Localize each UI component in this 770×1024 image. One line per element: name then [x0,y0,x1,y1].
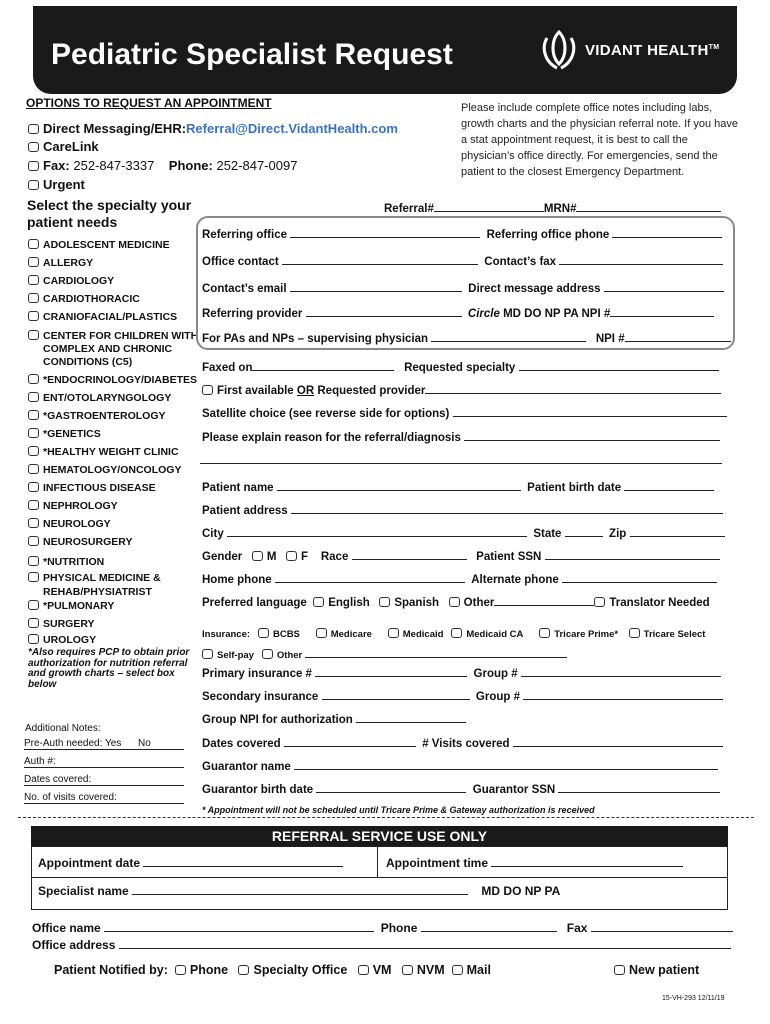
guarantor-ssn-field[interactable] [558,782,720,793]
specialty-label: PHYSICAL MEDICINE & [43,572,161,584]
group-npi-field[interactable] [356,712,466,723]
supervising-field[interactable] [431,331,586,342]
checkbox[interactable] [28,142,39,152]
guarantor-birth-row: Guarantor birth date Guarantor SSN [202,782,720,796]
dates-covered-field[interactable] [284,736,416,747]
checkbox[interactable] [316,628,327,638]
other-language-field[interactable] [494,595,594,606]
specialty-item[interactable] [28,536,132,549]
explain-line-2[interactable] [200,463,722,464]
checkbox[interactable] [28,410,39,420]
option-urgent: Urgent [28,177,85,192]
specialty-item[interactable] [28,275,114,288]
specialty-item[interactable] [28,446,179,459]
npi-field[interactable] [625,331,731,342]
checkbox[interactable] [629,628,640,638]
specialty-item[interactable] [28,293,140,306]
specialty-cont-2: CONDITIONS (C5) [43,356,133,368]
vidant-logo-icon [539,28,579,72]
referral-field[interactable] [434,201,544,212]
checkbox[interactable] [313,597,324,607]
cut-line [18,817,754,818]
checkbox[interactable] [28,482,39,492]
specialty-label: *GASTROENTEROLOGY [43,410,166,422]
checkbox[interactable] [28,239,39,249]
selfpay-row: Self-pay Other [202,647,567,661]
specialty-item[interactable] [28,556,104,569]
checkbox[interactable] [28,180,39,190]
office-address-field[interactable] [119,938,731,949]
checkbox[interactable] [28,275,39,285]
dates-line[interactable]: Dates covered: [24,774,184,786]
specialty-item[interactable] [28,392,171,405]
state-field[interactable] [565,526,603,537]
checkbox[interactable] [594,597,605,607]
secondary-ins-row: Secondary insurance Group # [202,689,723,703]
appt-time-row: Appointment time [386,856,683,870]
checkbox[interactable] [28,392,39,402]
option-direct: Direct Messaging/EHR:Referral@Direct.VidantHealth.com [28,121,398,136]
zip-field[interactable] [630,526,725,537]
home-phone-field[interactable] [275,572,465,583]
specialty-item[interactable] [28,374,197,387]
referring-office-row: Referring office Referring office phone [202,227,722,241]
divider [31,877,728,878]
visits-covered-field[interactable] [513,736,723,747]
checkbox[interactable] [28,257,39,267]
city-row: City State Zip [202,526,725,540]
auth-line[interactable]: Auth #: [24,756,184,768]
referring-office-field[interactable] [290,227,480,238]
referral-mrn-row: Referral# MRN# [384,201,721,215]
checkbox[interactable] [28,124,39,134]
explain-field[interactable] [464,430,720,441]
specialty-label: CENTER FOR CHILDREN WITH [43,330,199,342]
specialty-item[interactable] [28,634,96,647]
checkbox-m[interactable] [252,551,263,561]
specialty-item[interactable] [28,428,101,441]
checkbox[interactable] [28,374,39,384]
page-title: Pediatric Specialist Request [51,38,453,71]
checkbox[interactable] [28,518,39,528]
primary-group-field[interactable] [521,666,721,677]
dates-covered-row: Dates covered # Visits covered [202,736,723,750]
phone-row: Home phone Alternate phone [202,572,717,586]
notified-row: Patient Notified by: Phone Specialty Office VM NVM Mail [54,963,491,977]
insurance-row: Insurance: BCBS Medicare Medicaid Medicaid CA Tricare Prime* Tricare Select [202,629,706,640]
secondary-group-field[interactable] [523,689,723,700]
checkbox[interactable] [539,628,550,638]
checkbox[interactable] [28,618,39,628]
checkbox[interactable] [402,965,413,975]
new-patient-row: New patient [614,963,699,977]
specialty-label: *PULMONARY [43,600,115,612]
referring-provider-row: Referring provider Circle MD DO NP PA NPI # [202,306,714,320]
requested-provider-field[interactable] [425,383,721,394]
header-banner [33,6,737,94]
supervising-row: For PAs and NPs – supervising physician NPI # [202,331,731,345]
specialty-cont-1: COMPLEX AND CHRONIC [43,343,173,355]
specialty-label: *NUTRITION [43,556,105,568]
checkbox[interactable] [28,572,39,582]
contact-fax-field[interactable] [559,254,723,265]
office-name-field[interactable] [104,921,374,932]
specialty-label: ALLERGY [43,257,94,269]
language-row: Preferred language English Spanish Other Translator Needed [202,597,710,609]
preauth-line: Pre-Auth needed: Yes No [24,738,184,750]
appt-date-row: Appointment date [38,856,343,870]
checkbox[interactable] [175,965,186,975]
appt-time-field[interactable] [491,856,683,867]
contact-email-row: Contact’s email Direct message address [202,281,724,295]
specialty-item[interactable] [28,311,177,324]
checkbox-f[interactable] [286,551,297,561]
patient-name-field[interactable] [277,480,521,491]
patient-address-field[interactable] [291,503,723,514]
npi-field[interactable] [610,306,714,317]
checkbox[interactable] [28,536,39,546]
specialty-label: SURGERY [43,618,95,630]
additional-notes-title: Additional Notes: [25,723,101,734]
patient-address-row: Patient address [202,503,723,517]
insurance-other-field[interactable] [305,647,567,658]
alt-phone-field[interactable] [562,572,717,583]
checkbox[interactable] [238,965,249,975]
checkbox[interactable] [262,649,273,659]
race-field[interactable] [352,549,467,560]
checkbox[interactable] [379,597,390,607]
gender-row: Gender M F Race Patient SSN [202,549,720,563]
specialty-item[interactable] [28,618,95,631]
specialty-label: NEPHROLOGY [43,500,118,512]
checkbox[interactable] [28,311,39,321]
satellite-field[interactable] [453,406,727,417]
options-title: OPTIONS TO REQUEST AN APPOINTMENT [26,96,272,110]
office-phone-field[interactable] [421,921,557,932]
specialty-label: NEUROSURGERY [43,536,133,548]
appt-date-field[interactable] [143,856,343,867]
specialty-label: UROLOGY [43,634,97,646]
checkbox[interactable] [28,161,39,171]
patient-name-row: Patient name Patient birth date [202,480,714,494]
checkbox[interactable] [202,385,213,395]
specialty-label: CARDIOTHORACIC [43,293,140,305]
faxed-row: Faxed on Requested specialty [202,360,719,374]
checkbox[interactable] [28,446,39,456]
divider [377,846,378,877]
specialty-item[interactable] [28,410,166,423]
specialty-label: *ENDOCRINOLOGY/DIABETES [43,374,198,386]
checkbox[interactable] [28,293,39,303]
visits-line[interactable]: No. of visits covered: [24,792,184,804]
contact-email-field[interactable] [290,281,462,292]
checkbox[interactable] [449,597,460,607]
specialty-label: HEMATOLOGY/ONCOLOGY [43,464,182,476]
form-code: 15-VH-293 12/11/19 [662,995,725,1002]
specialty-label: INFECTIOUS DISEASE [43,482,156,494]
direct-message-field[interactable] [604,281,724,292]
checkbox[interactable] [452,965,463,975]
guarantor-birth-field[interactable] [316,782,466,793]
specialty-label: ENT/OTOLARYNGOLOGY [43,392,172,404]
requested-specialty-field[interactable] [519,360,719,371]
specialty-item[interactable] [28,600,114,613]
provider-row: First available OR Requested provider [202,383,721,397]
option-carelink: CareLink [28,139,99,154]
specialty-footnote: *Also requires PCP to obtain prior authorization for nutrition referral and growth charts – select box below [28,647,190,690]
checkbox[interactable] [358,965,369,975]
mrn-field[interactable] [576,201,721,212]
city-field[interactable] [227,526,527,537]
guarantor-name-row: Guarantor name [202,759,718,773]
primary-ins-row: Primary insurance # Group # [202,666,721,680]
checkbox[interactable] [28,634,39,644]
primary-ins-field[interactable] [315,666,467,677]
specialty-item[interactable] [28,464,181,477]
checkbox[interactable] [28,464,39,474]
referring-provider-field[interactable] [306,306,462,317]
referring-phone-field[interactable] [612,227,722,238]
instructions-note: Please include complete office notes including labs, growth charts and the physician referral note. If you have a stat appointment request, it is best to call the physician’s office directly. For emergencies, send the patient to the closest Emergency Department. [461,102,738,178]
referral-service-header: REFERRAL SERVICE USE ONLY [31,826,728,846]
satellite-row: Satellite choice (see reverse side for options) [202,406,727,420]
specialty-item[interactable] [28,518,111,531]
specialty-title: Select the specialty your patient needs [27,197,192,230]
specialty-label: CRANIOFACIAL/PLASTICS [43,311,178,323]
guarantor-name-field[interactable] [294,759,718,770]
checkbox[interactable] [258,628,269,638]
checkbox[interactable] [388,628,399,638]
specialty-item[interactable] [28,500,118,513]
specialty-item[interactable] [28,239,170,252]
office-contact-field[interactable] [282,254,478,265]
office-address-row: Office address [32,938,731,952]
specialty-label: NEUROLOGY [43,518,111,530]
specialty-item[interactable] [28,330,198,343]
direct-email-link[interactable]: Referral@Direct.VidantHealth.com [186,121,398,136]
specialist-row: Specialist name MD DO NP PA [38,884,561,898]
specialty-label: *GENETICS [43,428,101,440]
checkbox[interactable] [28,428,39,438]
specialty-item[interactable] [28,257,93,270]
specialty-item[interactable] [28,572,161,585]
checkbox[interactable] [28,600,39,610]
checkbox[interactable] [28,556,39,566]
specialty-item[interactable] [28,482,156,495]
ssn-field[interactable] [545,549,720,560]
faxed-on-field[interactable] [252,360,394,371]
specialty-label: ADOLESCENT MEDICINE [43,239,170,251]
patient-birth-field[interactable] [624,480,714,491]
logo-text: VIDANT HEALTH™ [585,42,720,59]
specialty-label: CARDIOLOGY [43,275,115,287]
explain-row: Please explain reason for the referral/diagnosis [202,430,720,444]
office-contact-row: Office contact Contact’s fax [202,254,723,268]
checkbox[interactable] [28,500,39,510]
option-fax-phone: Fax: 252-847-3337 Phone: 252-847-0097 [28,158,297,173]
group-npi-row: Group NPI for authorization [202,712,466,726]
office-name-row: Office name Phone Fax [32,921,733,935]
tricare-note: * Appointment will not be scheduled until Tricare Prime & Gateway authorization is received [202,805,595,815]
checkbox[interactable] [202,649,213,659]
office-fax-field[interactable] [591,921,733,932]
checkbox[interactable] [28,330,39,340]
checkbox[interactable] [614,965,625,975]
secondary-ins-field[interactable] [322,689,470,700]
specialty-label: *HEALTHY WEIGHT CLINIC [43,446,179,458]
checkbox[interactable] [451,628,462,638]
specialist-field[interactable] [132,884,468,895]
specialty-cont-3: REHAB/PHYSIATRIST [43,586,152,598]
